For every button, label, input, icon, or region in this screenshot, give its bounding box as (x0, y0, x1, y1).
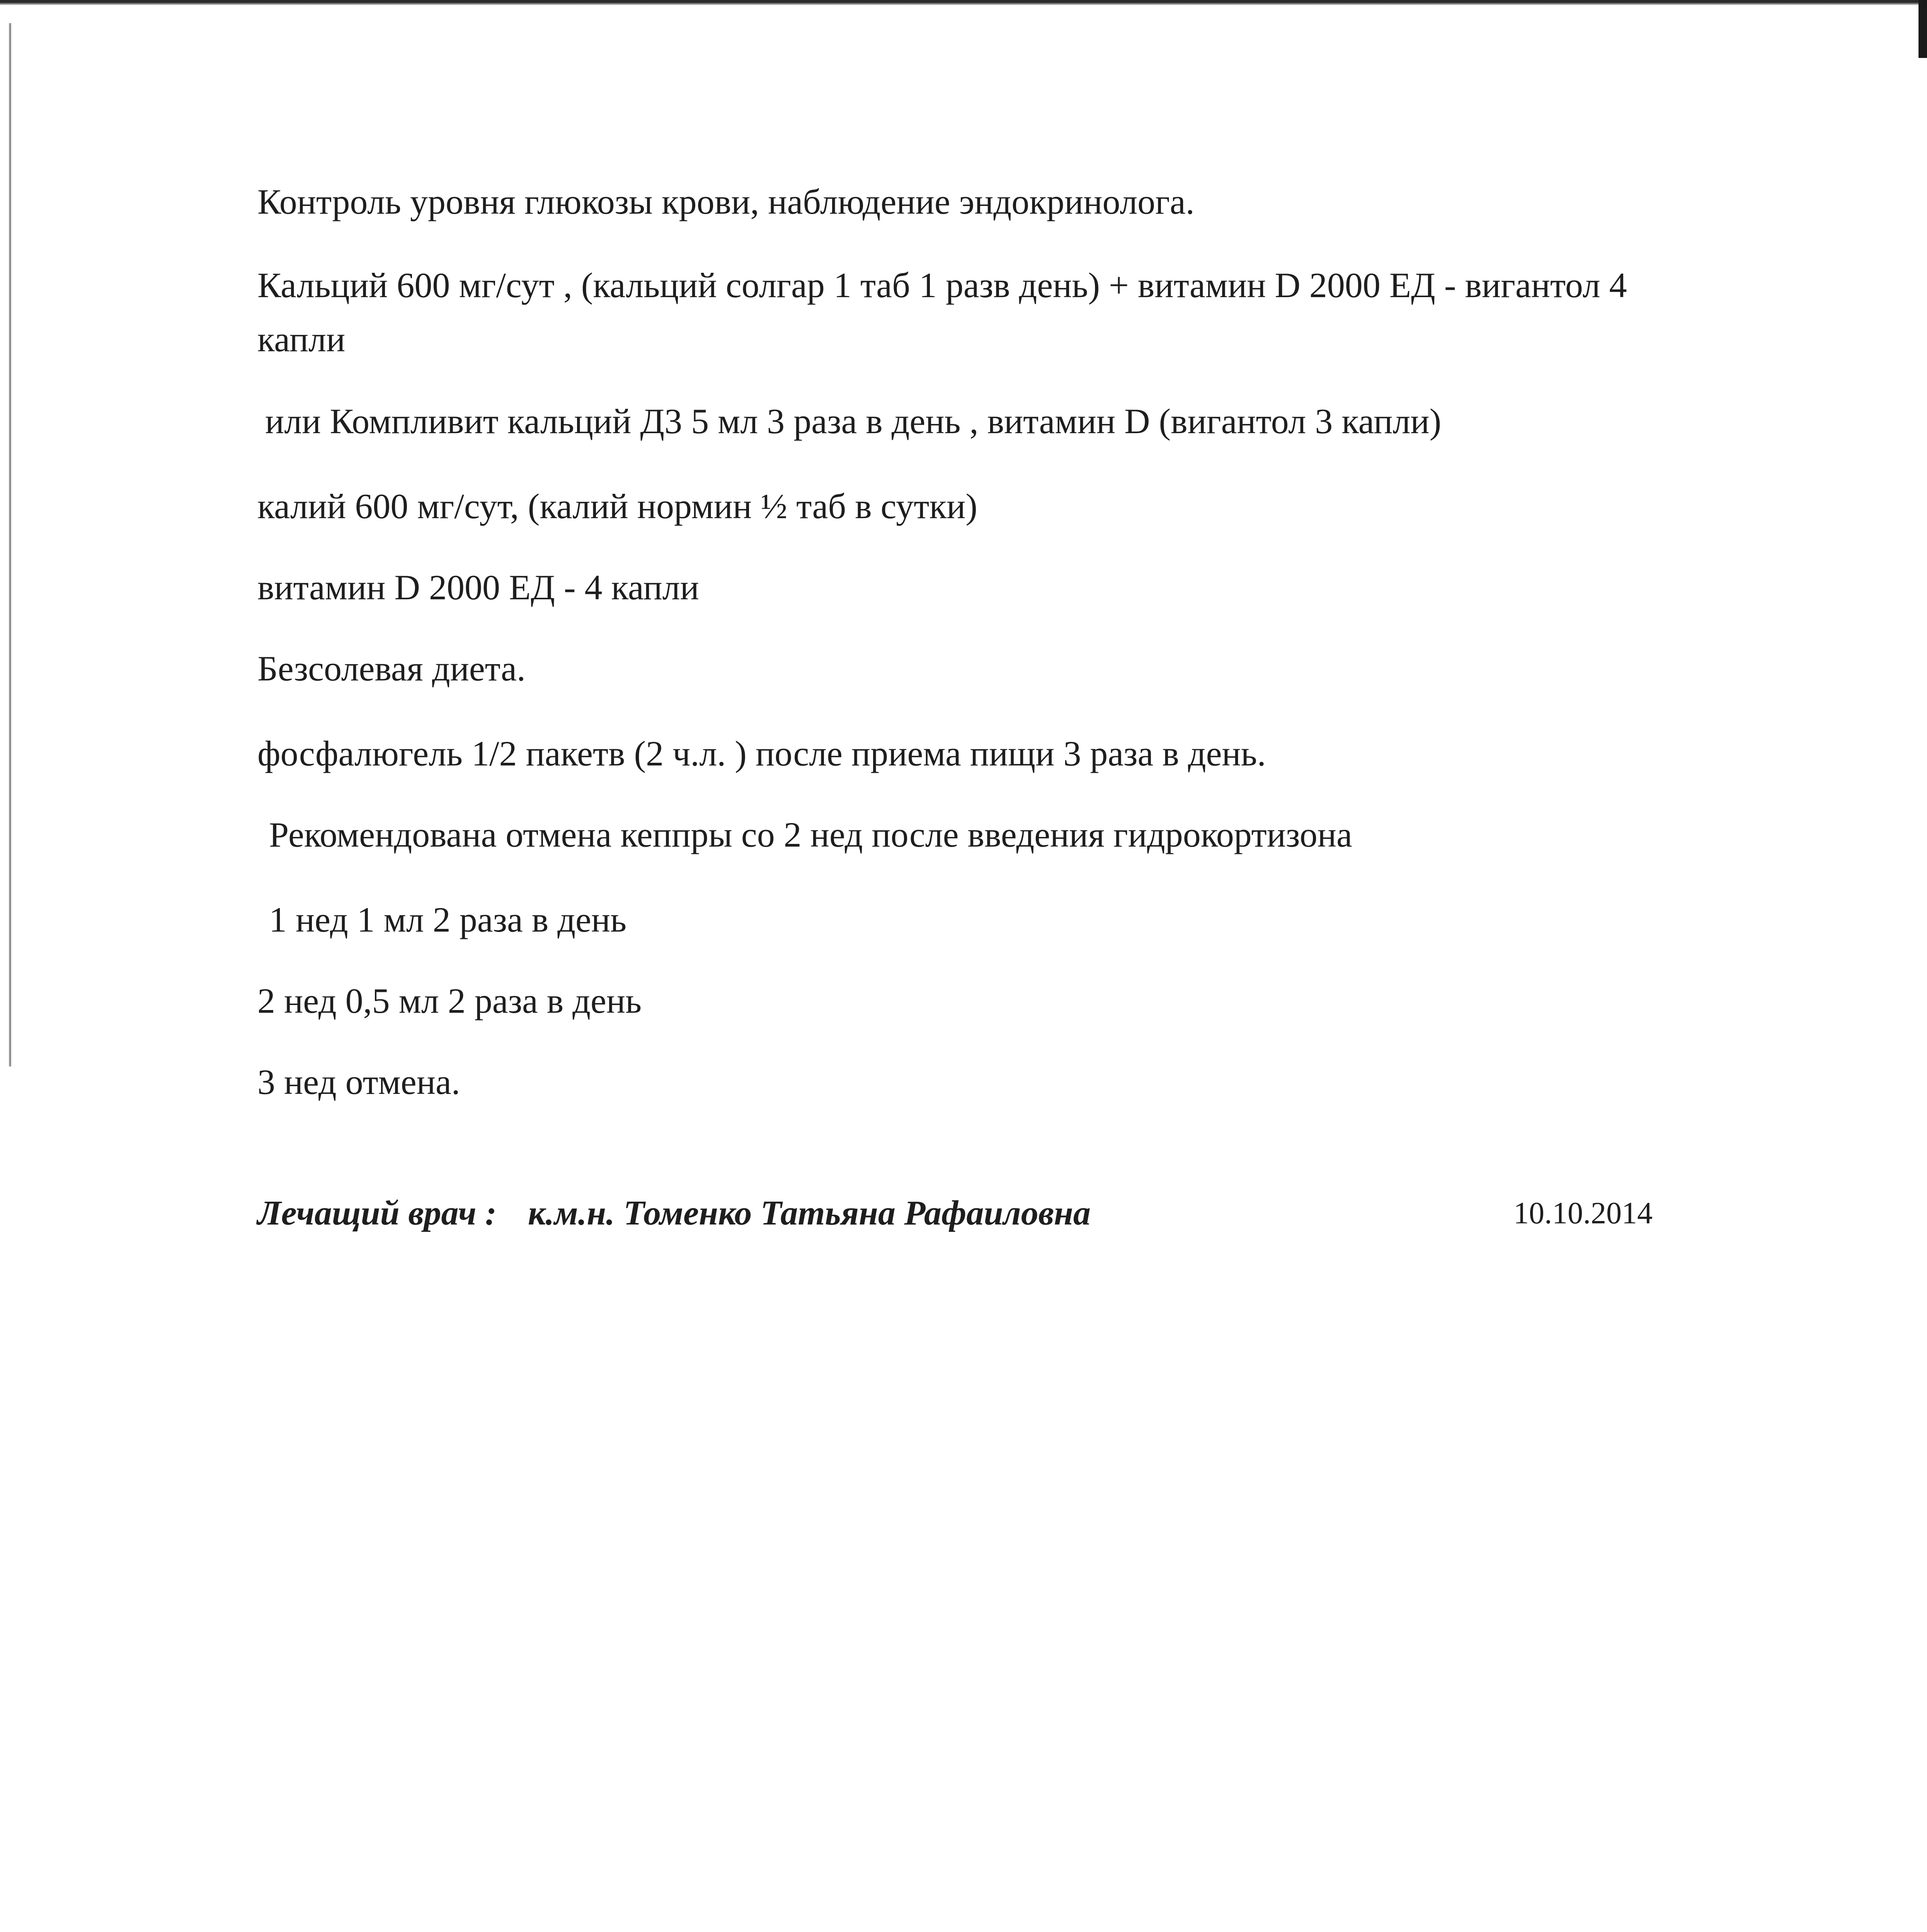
line-week-3: 3 нед отмена. (257, 1062, 460, 1102)
line-glucose-control: Контроль уровня глюкозы крови, наблюдение эндокринолога. (257, 182, 1195, 221)
line-salt-free-diet: Безсолевая диета. (257, 649, 526, 688)
signature-label: Лечащий врач : (257, 1194, 497, 1232)
line-keppra-cancellation: Рекомендована отмена кеппры со 2 нед после введения гидрокортизона (269, 815, 1352, 854)
signature-doctor-name: к.м.н. Томенко Татьяна Рафаиловна (528, 1194, 1091, 1232)
signature-row (257, 1186, 1687, 1240)
line-complivit: или Компливит кальций Д3 5 мл 3 раза в день , витамин D (вигантол 3 капли) (265, 401, 1442, 441)
line-vitamin-d: витамин D 2000 ЕД - 4 капли (257, 568, 699, 607)
line-calcium-continued: капли (257, 320, 346, 359)
line-potassium: калий 600 мг/сут, (калий нормин ½ таб в сутки) (257, 486, 978, 526)
line-week-2: 2 нед 0,5 мл 2 раза в день (257, 981, 642, 1020)
signature-date: 10.10.2014 (1513, 1196, 1653, 1230)
line-phosphalugel: фосфалюгель 1/2 пакетв (2 ч.л. ) после приема пищи 3 раза в день. (257, 734, 1266, 773)
line-calcium: Кальций 600 мг/сут , (кальций солгар 1 таб 1 разв день) + витамин D 2000 ЕД - вигантол 4 (257, 265, 1627, 305)
line-week-1: 1 нед 1 мл 2 раза в день (269, 900, 627, 939)
